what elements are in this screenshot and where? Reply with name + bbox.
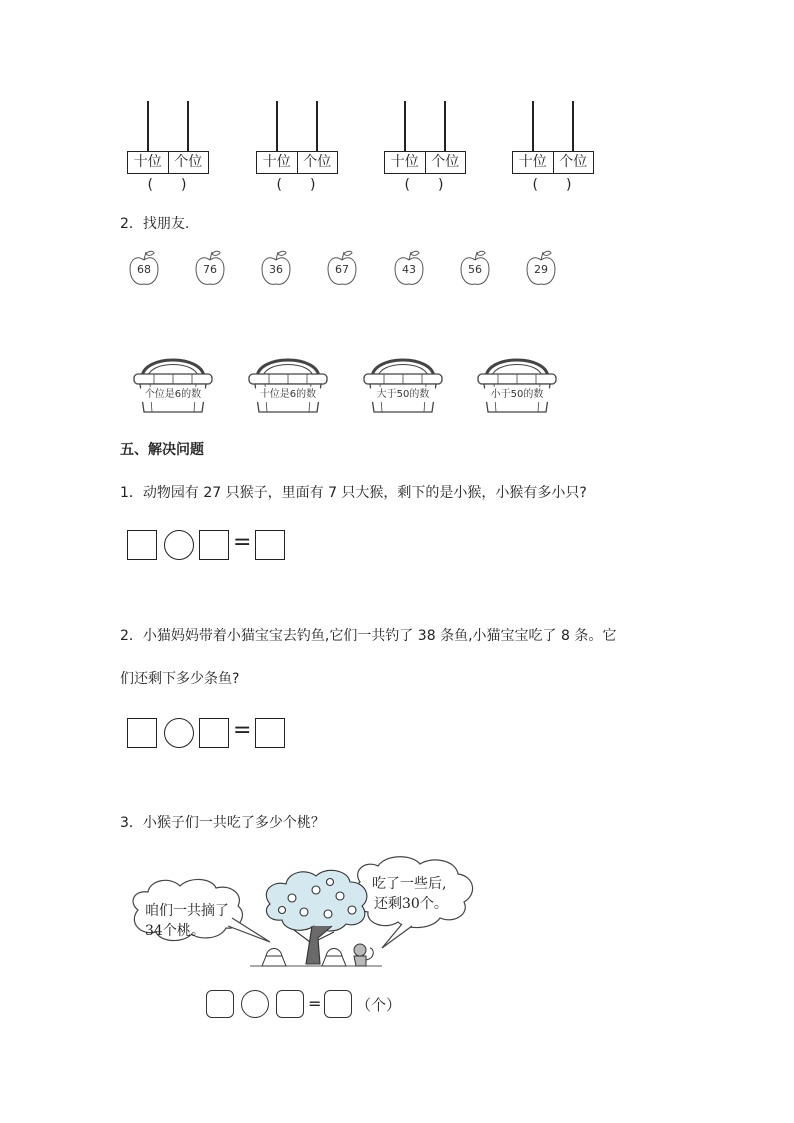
answer-box[interactable] — [206, 990, 234, 1018]
basket-item[interactable] — [245, 348, 331, 414]
ones-label: 个位 — [168, 152, 209, 173]
basket-label: 个位是6的数 — [140, 387, 206, 402]
apple-item[interactable] — [325, 248, 359, 288]
answer-box[interactable] — [276, 990, 304, 1018]
basket-icon — [245, 348, 331, 414]
apple-number: 36 — [269, 263, 283, 276]
question-2-title: 2．找朋友. — [120, 216, 190, 232]
place-value-counter-3 — [384, 101, 466, 201]
apple-item[interactable] — [259, 248, 293, 288]
apple-item[interactable] — [193, 248, 227, 288]
apple-number: 56 — [468, 263, 482, 276]
right-bubble-line-2: 还剩30个。 — [374, 896, 448, 912]
place-value-counter-2 — [256, 101, 338, 201]
peach-tree — [266, 870, 367, 964]
apple-item[interactable] — [458, 248, 492, 288]
equals-sign: = — [233, 530, 252, 555]
apple-number: 68 — [137, 263, 151, 276]
answer-box[interactable] — [127, 718, 157, 748]
answer-parentheses[interactable]: ( ) — [147, 177, 187, 193]
tens-label: 十位 — [390, 154, 419, 170]
problem-3-text: 3．小猴子们一共吃了多少个桃？ — [120, 815, 325, 831]
apple-number: 76 — [203, 263, 217, 276]
basket-icon — [474, 348, 560, 414]
place-value-counter-1 — [127, 101, 209, 201]
basket-label: 小于50的数 — [484, 387, 550, 402]
tens-label: 十位 — [262, 154, 291, 170]
ones-label: 个位 — [297, 152, 338, 173]
place-value-counter-4 — [512, 101, 594, 201]
answer-box[interactable] — [199, 718, 229, 748]
apple-item[interactable] — [127, 248, 161, 288]
apple-item[interactable] — [392, 248, 426, 288]
operator-circle[interactable] — [164, 718, 194, 748]
apple-number: 29 — [534, 263, 548, 276]
problem-2-text-line-2: 们还剩下多少条鱼? — [120, 671, 240, 687]
result-box[interactable] — [255, 718, 285, 748]
operator-circle[interactable] — [241, 990, 269, 1018]
right-bubble-line-1: 吃了一些后, — [372, 876, 447, 892]
unit-label: （个） — [356, 996, 402, 1014]
equals-sign: = — [233, 718, 252, 743]
tens-label: 十位 — [518, 154, 547, 170]
answer-parentheses[interactable]: ( ) — [532, 177, 572, 193]
basket-item[interactable] — [130, 348, 216, 414]
apple-number: 43 — [402, 263, 416, 276]
basket-icon — [130, 348, 216, 414]
ones-label: 个位 — [425, 152, 466, 173]
result-box[interactable] — [324, 990, 352, 1018]
answer-parentheses[interactable]: ( ) — [276, 177, 316, 193]
peach-basket-icon — [262, 949, 346, 967]
apple-number: 67 — [335, 263, 349, 276]
answer-box[interactable] — [127, 530, 157, 560]
equals-sign: = — [308, 994, 322, 1013]
basket-label: 十位是6的数 — [255, 387, 321, 402]
section-heading: 五、解决问题 — [120, 442, 204, 458]
result-box[interactable] — [255, 530, 285, 560]
basket-icon — [360, 348, 446, 414]
left-bubble-line-2: 34个桃。 — [145, 923, 205, 939]
operator-circle[interactable] — [164, 530, 194, 560]
monkey-icon — [354, 944, 373, 966]
left-bubble-line-1: 咱们一共摘了 — [145, 903, 229, 919]
problem-1-text: 1．动物园有 27 只猴子，里面有 7 只大猴，剩下的是小猴，小猴有多小只? — [120, 485, 587, 501]
problem-2-text-line-1: 2．小猫妈妈带着小猫宝宝去钓鱼,它们一共钓了 38 条鱼,小猫宝宝吃了 8 条。它 — [120, 628, 617, 644]
basket-item[interactable] — [360, 348, 446, 414]
ones-label: 个位 — [553, 152, 594, 173]
basket-item[interactable] — [474, 348, 560, 414]
answer-box[interactable] — [199, 530, 229, 560]
tens-label: 十位 — [133, 154, 162, 170]
basket-label: 大于50的数 — [370, 387, 436, 402]
apple-item[interactable] — [524, 248, 558, 288]
answer-parentheses[interactable]: ( ) — [404, 177, 444, 193]
